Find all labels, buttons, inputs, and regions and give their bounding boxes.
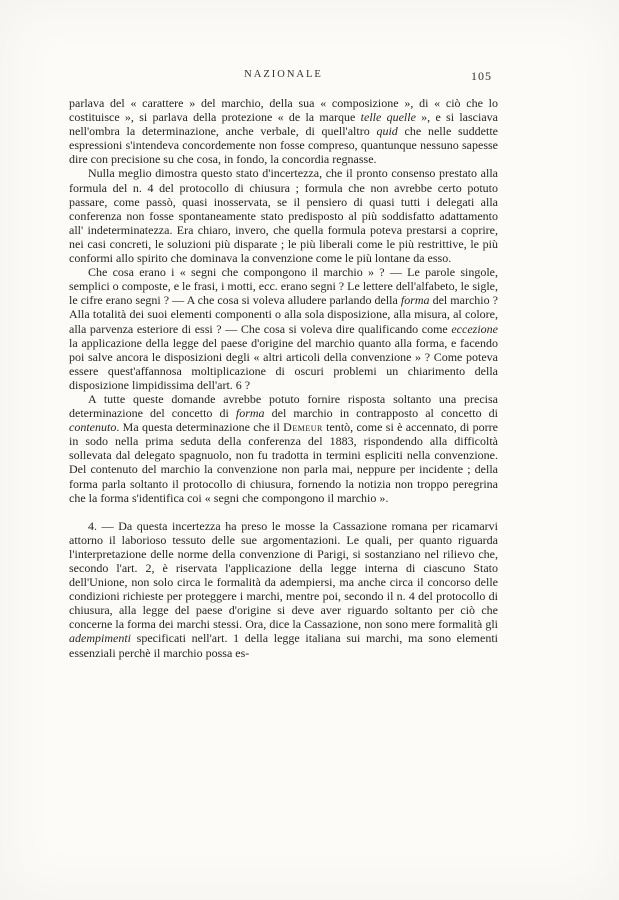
text-run: 4. — Da questa incertezza ha preso le mosse la Cassazione romana per ricamarvi attorno il laborioso tessuto delle sue argomentazioni. Le quali, per quanto riguarda l'interpretazione delle norme della convenzione di Parigi, si sostanziano nel rilievo che, secondo l'art. 2, è riservata l'applicazione della legge interna di ciascuno Stato dell'Unione, non solo circa le formalità da adempiersi, ma anche circa il concorso delle condizioni richieste per proteggere i marchi, mentre poi, secondo il n. 4 del protocollo di chiusura, alla legge del paese d'origine si deve aver riguardo soltanto per ciò che concerne la forma dei marchi stessi. Ora, dice la Cassazione, non sono mere formalità gli <box>69 518 498 632</box>
text-run: specificati nell'art. 1 della legge italiana sui marchi, ma sono elementi essenziali perchè il marchio possa es- <box>69 631 498 660</box>
page-header <box>69 69 498 84</box>
text-run: A tutte queste domande avrebbe potuto fornire risposta soltanto una precisa determinazione del concetto di <box>69 391 498 421</box>
text-run: del marchio in contrapposto al concetto di <box>264 406 498 421</box>
italic-text: forma <box>400 293 430 308</box>
paragraph <box>69 519 498 660</box>
text-run: . Ma questa determinazione che il <box>116 420 284 435</box>
italic-text: quid <box>376 124 398 139</box>
paragraph <box>69 96 498 166</box>
text-run: Che cosa erano i « segni che compongono il marchio » ? — Le parole singole, semplici o composte, e le frasi, i motti, ecc. erano segni ? Le lettere dell'alfabeto, le sigle, le cifre erano segni ? — A che cosa si voleva alludere parlando della <box>69 265 498 308</box>
smallcaps-name: Demeur <box>283 420 323 435</box>
paragraph <box>69 265 498 392</box>
italic-text: eccezione <box>451 321 498 336</box>
italic-text: forma <box>235 406 265 421</box>
page-number: 105 <box>471 69 492 83</box>
text-run: Nulla meglio dimostra questo stato d'incertezza, che il pronto consenso prestato alla formula del n. 4 del protocollo di chiusura ; formula che non avrebbe certo potuto passare, come passò, quasi inosservata, se il pensiero di quasi tutti i delegati alla conferenza non fosse spontaneamente stato predisposto al più soddisfatto adattamento all' indeterminatezza. Era chiaro, invero, che quella formula poteva prestarsi a coprire, nei casi concreti, le soluzioni più disparate ; le più liberali come le più restrittive, le più conformi allo spirito che dominava la convenzione come le più lontane da esso. <box>69 166 498 266</box>
text-run: tentò, come si è accennato, di porre in sodo nella prima seduta della conferenza del 1883, rispondendo alla difficoltà sollevata dal delegato spagnuolo, non fu tradotta in termini espliciti nella convenzione. Del contenuto del marchio la convenzione non parla mai, neppure per incidente ; della forma parla soltanto il protocollo di chiusura, fornendo la notizia non troppo peregrina che la forma s'identifica coi « segni che compongono il marchio ». <box>69 420 498 505</box>
text-run: del marchio ? Alla totalità dei suoi elementi componenti o alla sola disposizione, alla misura, al colore, alla parvenza esteriore di essi ? — Che cosa si voleva dire qualificando come <box>69 293 498 336</box>
italic-text: contenuto <box>69 420 117 435</box>
paragraph <box>69 392 498 505</box>
paragraph <box>69 166 498 265</box>
text-run: parlava del « carattere » del marchio, della sua « composizione », di « ciò che lo costituisce », si parlava della protezione « de la marque <box>69 96 498 125</box>
page-body <box>69 96 498 660</box>
italic-text: adempimenti <box>69 631 131 646</box>
running-title: NAZIONALE <box>244 69 323 80</box>
text-run: », e si lasciava nell'ombra la determinazione, anche verbale, di quell'altro <box>69 110 498 139</box>
text-run: che nelle suddette espressioni s'intendeva concordemente non fosse compreso, quantunque nessuno sapesse dire con precisione su che cosa, in fondo, la concordia regnasse. <box>69 124 499 167</box>
italic-text: telle quelle <box>360 110 416 125</box>
text-run: la applicazione della legge del paese d'origine del marchio quanto alla forma, e facendo poi salve ancora le disposizioni degli « altri articoli della convenzione » ? Come poteva essere quest'affannosa moltiplicazione di oscuri problemi un chiarimento della disposizione limpidissima dell'art. 6 ? <box>69 335 498 392</box>
